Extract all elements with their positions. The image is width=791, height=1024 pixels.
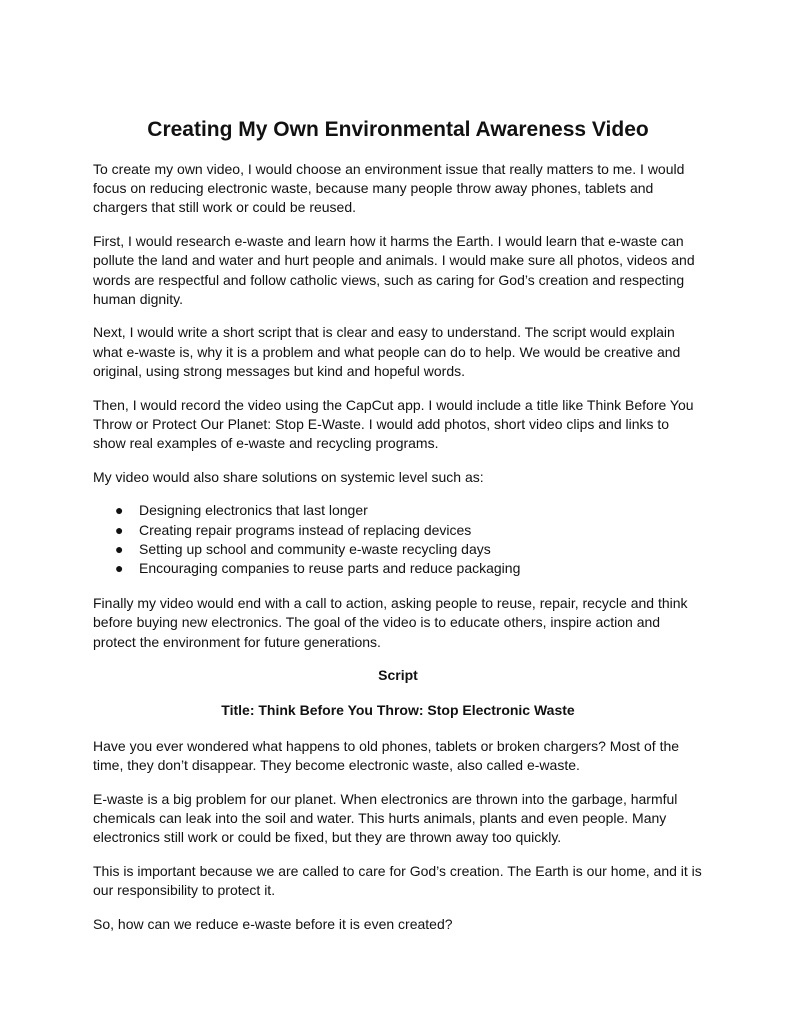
bullet-icon: ● bbox=[115, 540, 124, 557]
list-item-text: Designing electronics that last longer bbox=[139, 502, 368, 519]
solutions-intro-paragraph: My video would also share solutions on systemic level such as: bbox=[93, 468, 484, 485]
recording-paragraph: Then, I would record the video using the CapCut app. I would include a title like Think Before You Throw or Protect Our Planet: Stop E-Waste. I would add photos, short video clips and links to show real examples of e-waste and recycling programs. bbox=[93, 396, 694, 451]
script-plan-paragraph: Next, I would write a short script that is clear and easy to understand. The script would explain what e-waste is, why it is a problem and what people can do to help. We would be creative and original, using strong messages but kind and hopeful words. bbox=[93, 324, 681, 379]
solutions-list bbox=[93, 501, 703, 578]
list-item bbox=[93, 540, 703, 559]
script-heading: Script bbox=[378, 667, 418, 684]
list-item-text: Encouraging companies to reuse parts and reduce packaging bbox=[139, 559, 521, 576]
bullet-icon: ● bbox=[115, 521, 124, 538]
document-title: Creating My Own Environmental Awareness Video bbox=[147, 118, 649, 141]
list-item bbox=[93, 559, 703, 578]
bullet-icon: ● bbox=[115, 502, 124, 519]
document-body bbox=[93, 117, 703, 948]
research-paragraph: First, I would research e-waste and learn how it harms the Earth. I would learn that e-waste can pollute the land and water and hurt people and animals. I would make sure all photos, videos and words are respectful and follow catholic views, such as caring for God’s creation and respecting human dignity. bbox=[93, 233, 695, 307]
script-paragraph: This is important because we are called to care for God’s creation. The Earth is our home, and it is our responsibility to protect it. bbox=[93, 862, 702, 898]
list-item bbox=[93, 501, 703, 520]
list-item-text: Setting up school and community e-waste recycling days bbox=[139, 540, 491, 557]
closing-paragraph: Finally my video would end with a call to action, asking people to reuse, repair, recycle and think before buying new electronics. The goal of the video is to educate others, inspire action and protect the environment for future generations. bbox=[93, 595, 688, 650]
script-paragraph: E-waste is a big problem for our planet. When electronics are thrown into the garbage, harmful chemicals can leak into the soil and water. This hurts animals, plants and even people. Many electronics still work or could be fixed, but they are thrown away too quickly. bbox=[93, 790, 678, 845]
list-item-text: Creating repair programs instead of replacing devices bbox=[139, 521, 472, 538]
list-item bbox=[93, 521, 703, 540]
script-paragraph: So, how can we reduce e-waste before it is even created? bbox=[93, 915, 453, 932]
intro-paragraph: To create my own video, I would choose an environment issue that really matters to me. I would focus on reducing electronic waste, because many people throw away phones, tablets and chargers that still work or could be reused. bbox=[93, 161, 685, 216]
script-title: Title: Think Before You Throw: Stop Electronic Waste bbox=[221, 702, 575, 719]
script-paragraph: Have you ever wondered what happens to old phones, tablets or broken chargers? Most of the time, they don’t disappear. They become electronic waste, also called e-waste. bbox=[93, 737, 680, 773]
bullet-icon: ● bbox=[115, 559, 124, 576]
